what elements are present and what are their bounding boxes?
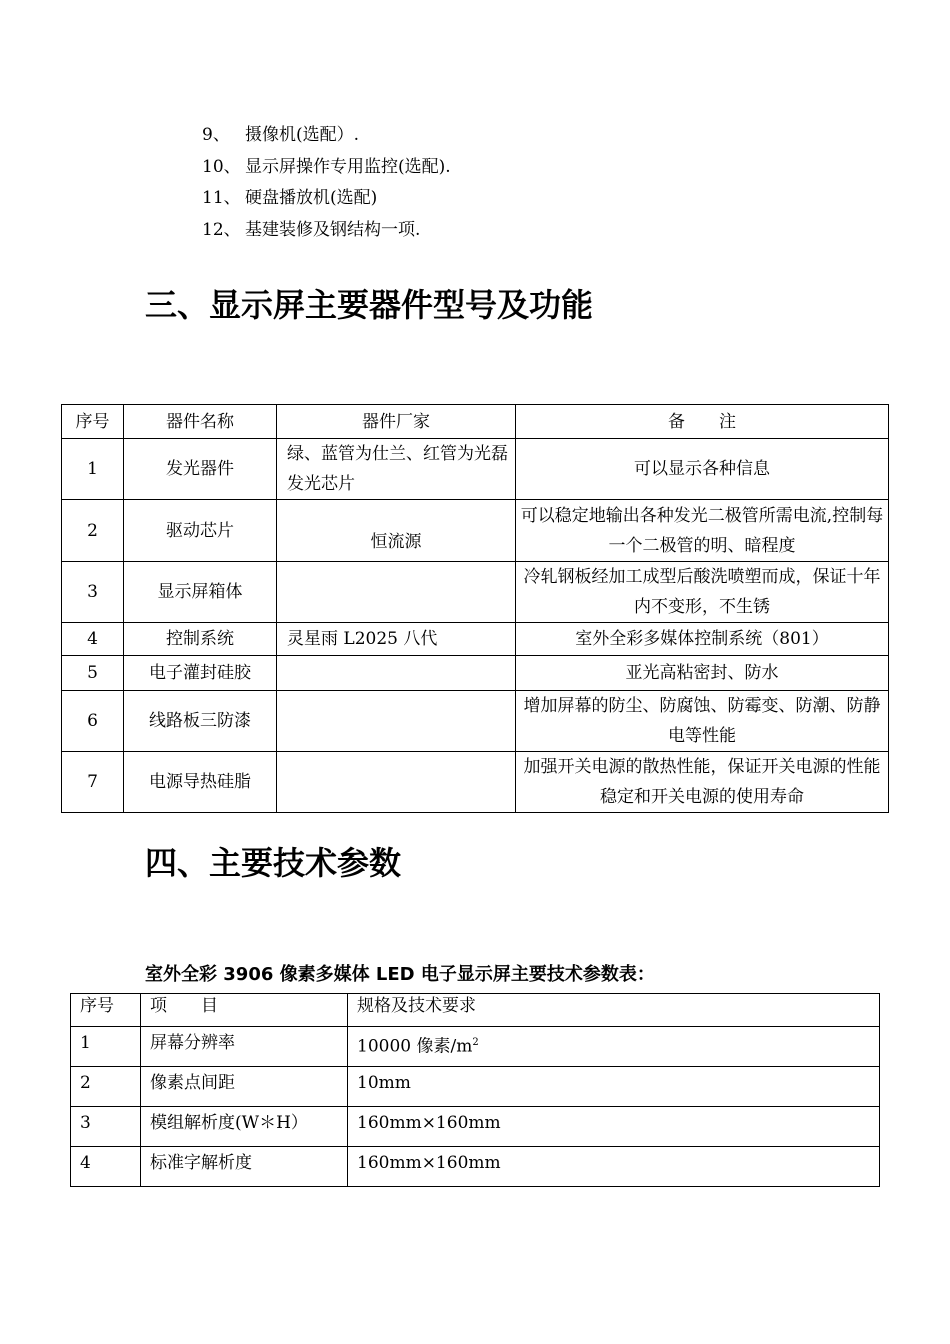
table-row: 4 标准字解析度 160mm×160mm [71, 1147, 880, 1187]
table-row: 1 发光器件 绿、蓝管为仕兰、红管为光磊发光芯片 可以显示各种信息 [62, 439, 889, 500]
section-4-heading: 四、主要技术参数 [145, 844, 402, 882]
table-row: 3 模组解析度(W＊H） 160mm×160mm [71, 1107, 880, 1147]
table-row: 6 线路板三防漆 增加屏幕的防尘、防腐蚀、防霉变、防潮、防静电等性能 [62, 691, 889, 752]
specs-table [70, 993, 880, 1187]
table-row: 7 电源导热硅脂 加强开关电源的散热性能，保证开关电源的性能稳定和开关电源的使用寿命 [62, 752, 889, 813]
components-table [61, 404, 889, 813]
list-item: 10、 显示屏操作专用监控(选配). [202, 156, 451, 177]
table-row: 3 显示屏箱体 冷轧钢板经加工成型后酸洗喷塑而成，保证十年内不变形，不生锈 [62, 562, 889, 623]
list-item: 11、 硬盘播放机(选配) [202, 188, 378, 208]
table-header-row: 序号 项 目 规格及技术要求 [71, 994, 880, 1027]
numbered-list [202, 122, 451, 248]
list-item: 9、 摄像机(选配）. [202, 125, 360, 145]
table-row: 2 驱动芯片 恒流源 可以稳定地输出各种发光二极管所需电流,控制每一个二极管的明、暗程度 [62, 500, 889, 562]
table-caption: 室外全彩 3906 像素多媒体 LED 电子显示屏主要技术参数表： [145, 964, 655, 985]
table-row: 4 控制系统 灵星雨 L2025 八代 室外全彩多媒体控制系统（801） [62, 623, 889, 656]
table-header-row: 序号 器件名称 器件厂家 备 注 [62, 405, 889, 439]
table-row: 5 电子灌封硅胶 亚光高粘密封、防水 [62, 656, 889, 691]
table-row: 1 屏幕分辨率 10000 像素$/m^2$ [71, 1027, 880, 1067]
section-3-heading: 三、显示屏主要器件型号及功能 [145, 286, 594, 324]
table-row: 2 像素点间距 10mm [71, 1067, 880, 1107]
list-item: 12、 基建装修及钢结构一项. [202, 219, 421, 240]
